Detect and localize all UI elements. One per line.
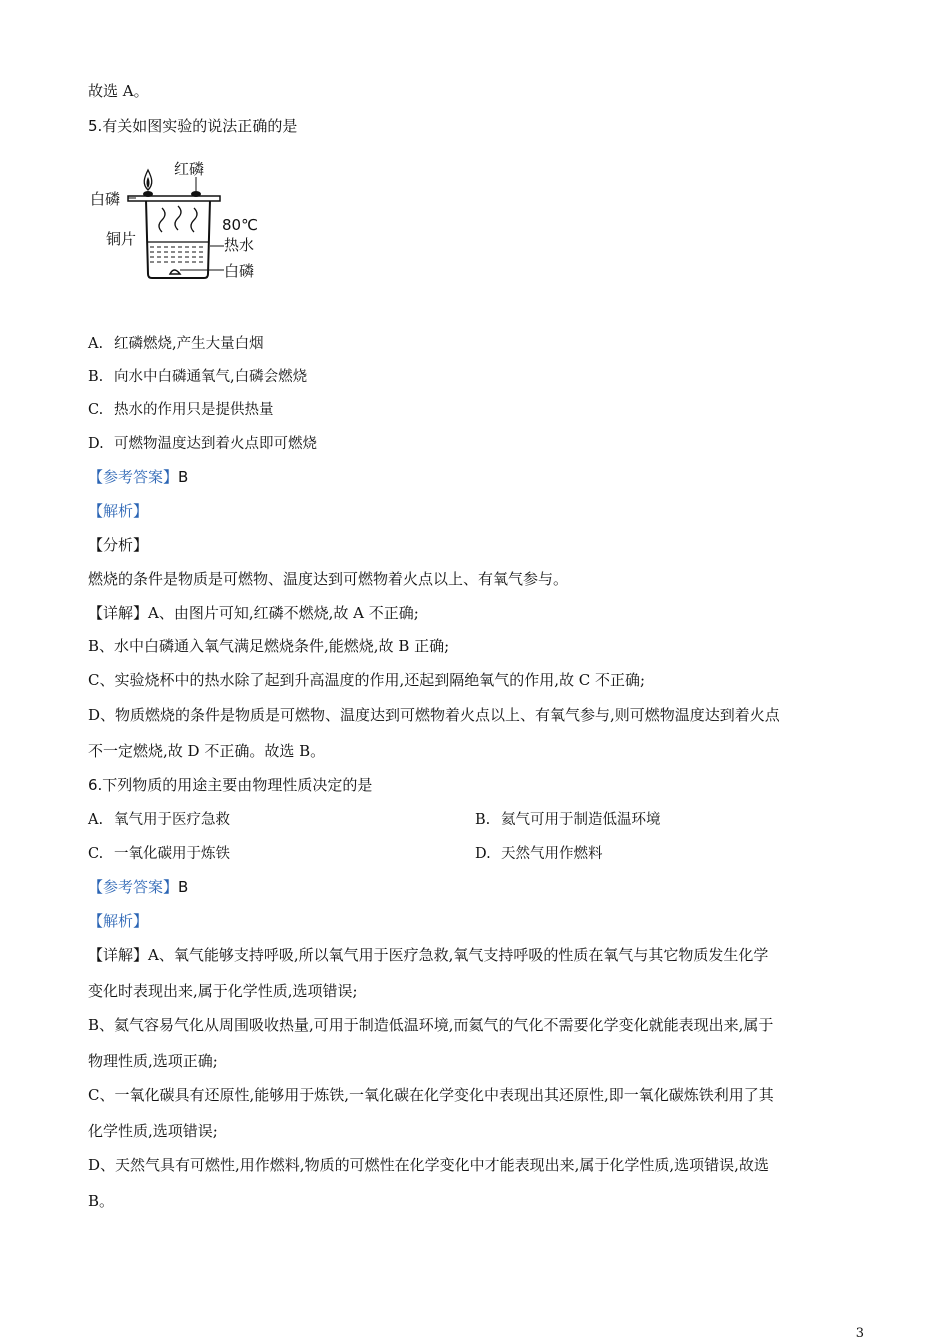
q6-detail-line: 物理性质,选项正确;	[88, 1052, 218, 1070]
q5-answer: 【参考答案】B	[88, 468, 189, 486]
experiment-figure	[88, 150, 268, 290]
q5-detail-line: 【详解】A、由图片可知,红磷不燃烧,故 A 不正确;	[88, 604, 419, 622]
q5-detail-line: D、物质燃烧的条件是物质是可燃物、温度达到可燃物着火点以上、有氧气参与,则可燃物温度达到着火点	[88, 706, 780, 724]
intro-text: 故选 A。	[88, 82, 149, 100]
q6-analysis-label: 【解析】	[88, 912, 149, 930]
q6-option-b: B. 氦气可用于制造低温环境	[475, 812, 661, 828]
q6-detail-line: 【详解】A、氧气能够支持呼吸,所以氧气用于医疗急救,氧气支持呼吸的性质在氧气与其它物质发生化学	[88, 946, 769, 964]
page-number: 3	[855, 1326, 864, 1341]
q5-option-a: A. 红磷燃烧,产生大量白烟	[88, 336, 264, 352]
question-6-title: 6.下列物质的用途主要由物理性质决定的是	[88, 776, 373, 794]
q6-answer: 【参考答案】B	[88, 878, 189, 896]
label-white-phosphorus-bottom: 白磷	[224, 262, 255, 280]
copper-sheet-shape	[128, 196, 220, 201]
q5-detail-line: 不一定燃烧,故 D 不正确。故选 B。	[88, 742, 326, 760]
q5-option-d: D. 可燃物温度达到着火点即可燃烧	[88, 436, 317, 452]
beaker-icon	[146, 200, 210, 278]
q5-detail-line: C、实验烧杯中的热水除了起到升高温度的作用,还起到隔绝氧气的作用,故 C 不正确;	[88, 671, 646, 689]
white-phosphorus-top-shape	[143, 191, 153, 197]
q5-analysis-label: 【解析】	[88, 502, 149, 520]
label-hot-water: 热水	[224, 236, 255, 254]
q5-detail-line: B、水中白磷通入氧气满足燃烧条件,能燃烧,故 B 正确;	[88, 637, 450, 655]
label-temperature: 80℃	[222, 216, 258, 234]
label-copper-sheet: 铜片	[106, 230, 137, 248]
q6-detail-line: C、一氧化碳具有还原性,能够用于炼铁,一氧化碳在化学变化中表现出其还原性,即一氧化碳炼铁利用了其	[88, 1086, 774, 1104]
q6-option-a: A. 氧气用于医疗急救	[88, 812, 230, 828]
q5-fenxi-text: 燃烧的条件是物质是可燃物、温度达到可燃物着火点以上、有氧气参与。	[88, 570, 569, 588]
q6-detail-line: 化学性质,选项错误;	[88, 1122, 218, 1140]
label-red-phosphorus: 红磷	[174, 160, 205, 178]
q6-detail-line: D、天然气具有可燃性,用作燃料,物质的可燃性在化学变化中才能表现出来,属于化学性质,选项错误,故选	[88, 1156, 769, 1174]
q5-option-b: B. 向水中白磷通氧气,白磷会燃烧	[88, 369, 308, 385]
white-phosphorus-bottom-shape	[170, 270, 180, 274]
label-white-phosphorus-top: 白磷	[90, 190, 121, 208]
q6-detail-line: 变化时表现出来,属于化学性质,选项错误;	[88, 982, 358, 1000]
question-5-title: 5.有关如图实验的说法正确的是	[88, 117, 298, 135]
q5-option-c: C. 热水的作用只是提供热量	[88, 402, 274, 418]
q6-option-c: C. 一氧化碳用于炼铁	[88, 846, 230, 862]
red-phosphorus-shape	[191, 191, 201, 197]
q6-option-d: D. 天然气用作燃料	[475, 846, 603, 862]
q5-fenxi-label: 【分析】	[88, 536, 149, 554]
q6-detail-line: B。	[88, 1192, 115, 1210]
q6-detail-line: B、氦气容易气化从周围吸收热量,可用于制造低温环境,而氦气的气化不需要化学变化就能表现出来,属于	[88, 1016, 774, 1034]
